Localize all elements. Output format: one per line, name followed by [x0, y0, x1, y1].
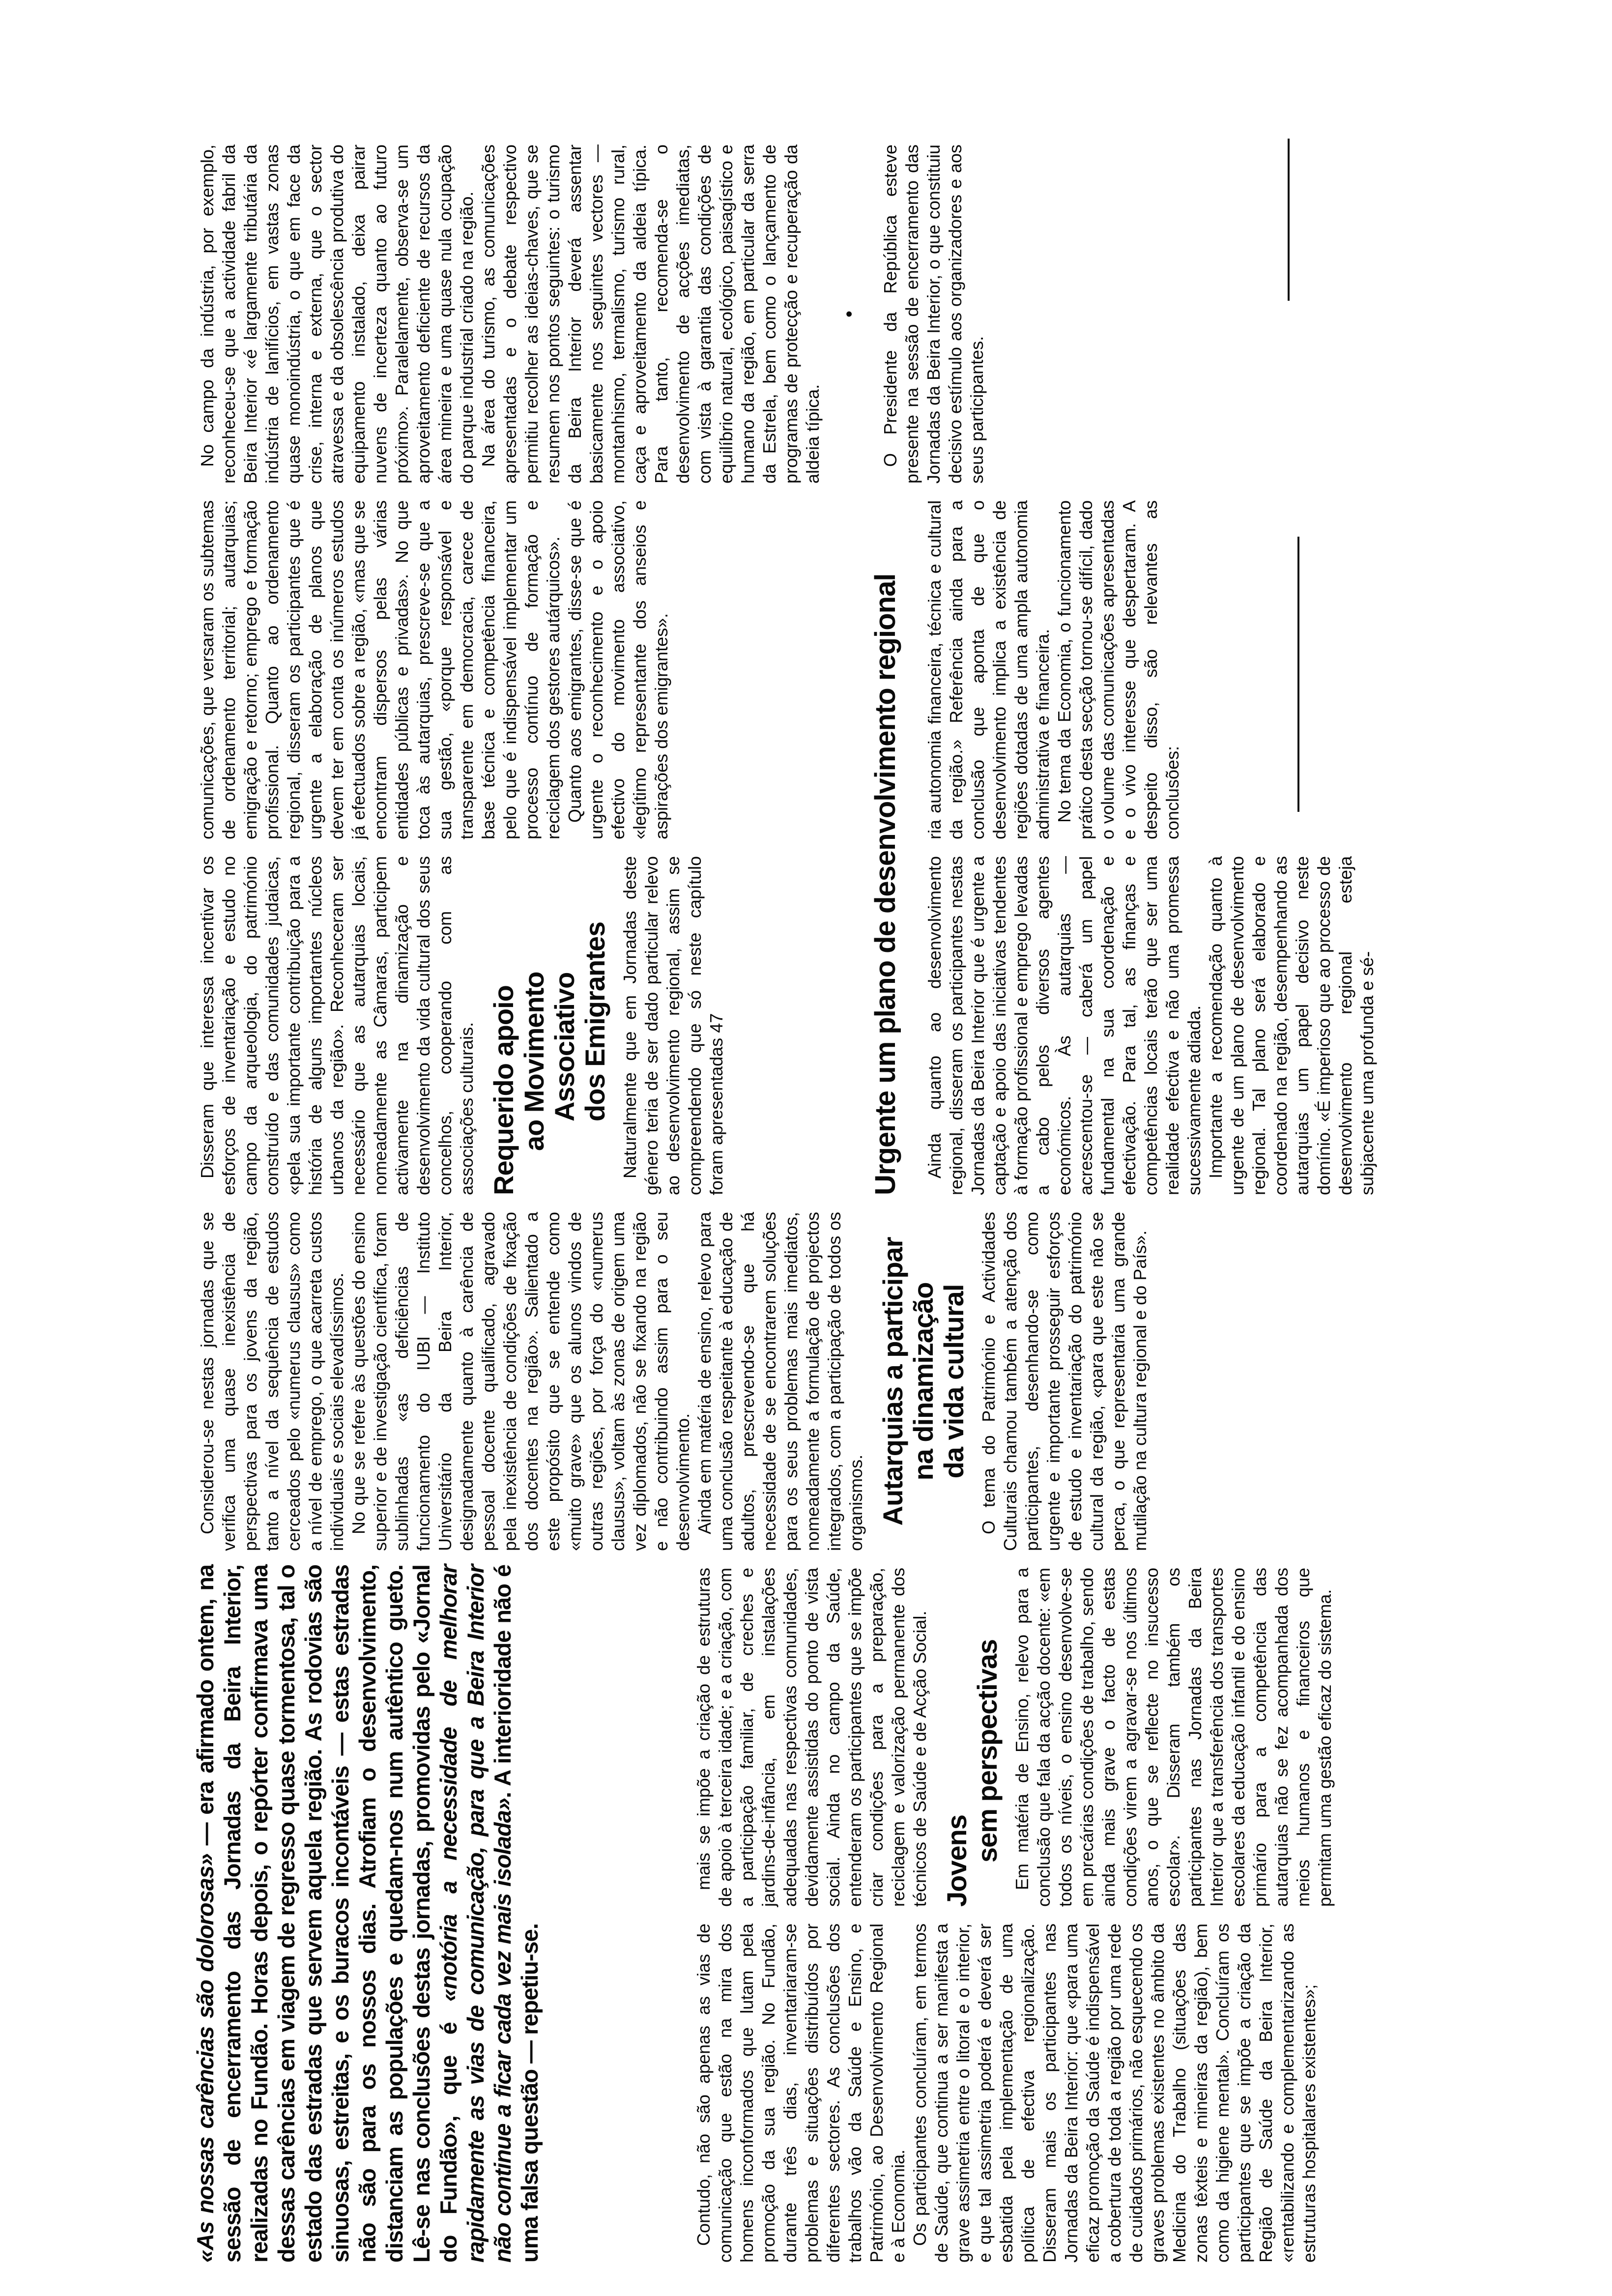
- paragraph: mais se impõe a criação de estruturas de apoio à terceira idade; e a criação, com a participação familiar, de creches e jardins-de-infância, em instalações adequadas nas respectivas comunidades, devidamente assistidas do ponto de vista social. Ainda no campo da Saúde, entenderam os participantes que se impõe criar condições para a preparação, reciclagem e valorização permanente dos técnicos de Saúde e de Acção Social.: [693, 1568, 930, 1907]
- paragraph: ria autonomia financeira, técnica e cultural da região.» Referência ainda para a conclusão que aponta de que o desenvolvimento implica a existência de regiões dotadas de uma ampla autonomia administrativa e financeira.: [924, 500, 1053, 839]
- column-f: [197, 144, 988, 484]
- subheading-line: da vida cultural: [938, 1284, 969, 1479]
- paragraph: Considerou-se nestas jornadas que se verifica uma quase inexistência de perspectivas para os jovens da região, tanto a nível da sequência de estudos cerceados pelo «numerus clausus» como a nível de emprego, o que acarreta custos individuais e sociais elevadíssimos.: [197, 1212, 347, 1551]
- separator-bullet: •: [838, 311, 860, 318]
- paragraph: Na área do turismo, as comunicações apresentadas e o debate respectivo permitiu recolher as ideias-chaves, que se resumem nos pontos seguintes: o turismo da Beira Interior deverá assentar basicamente nos seguintes vectores — montanhismo, termalismo, turismo rural, caça e aproveitamento da aldeia típica. Para tanto, recomenda-se o desenvolvimento de acções imediatas, com vista à garantia das condições de equilíbrio natural, ecológico, paisagístico e humano da região, em particular da serra da Estrela, bem como o lançamento de programas de protecção e recuperação da aldeia típica.: [478, 144, 823, 484]
- column-end-rule: [1297, 537, 1299, 812]
- paragraph: No que se refere às questões do ensino superior e de investigação científica, foram sublinhadas «as deficiências de funcionamento do IUBI — Instituto Universitário da Beira Interior, designadamente quanto à carência de pessoal docente qualificado, agravado pela inexistência de condições de fixação dos docentes na região». Salientado a este propósito que se entende como «muito grave» que os alunos vindos de outras regiões, por força do «numerus clausus», voltam às zonas de origem uma vez diplomados, não se fixando na região e não contribuindo assim para o seu desenvolvimento.: [348, 1212, 693, 1551]
- paragraph: comunicações, que versaram os subtemas de ordenamento territorial; autarquias; emigração e retorno; emprego e formação profissional. Quanto ao ordenamento regional, disseram os participantes que é urgente a elaboração de planos que devem ter em conta os inúmeros estudos já efectuados sobre a região, «mas que se encontram dispersos pelas várias entidades públicas e privadas». No que toca às autarquias, prescreve-se que a sua gestão, «porque responsável e transparente em democracia, carece de base técnica e competência financeira, pelo que é indispensável implementar um processo contínuo de formação e reciclagem dos gestores autárquicos».: [197, 500, 563, 839]
- paragraph: Ainda quanto ao desenvolvimento regional, disseram os participantes nestas Jornadas da Beira Interior que é urgente a captação e apoio das iniciativas tendentes à formação profissional e emprego levadas a cabo pelos diversos agentes económicos. Às autarquias — acrescentou-se — caberá um papel fundamental na sua coordenação e efectivação. Para tal, as finanças e competências locais terão que ser uma realidade efectiva e não uma promessa sucessivamente adiada.: [924, 856, 1204, 1195]
- paragraph: Quanto aos emigrantes, disse-se que é urgente o reconhecimento e o apoio efectivo do movimento associativo, «legítimo representante dos anseios e aspirações dos emigrantes».: [565, 500, 671, 839]
- column-e-bottom: [924, 500, 1183, 839]
- paragraph: Os participantes concluíram, em termos de Saúde, que continua a ser manifesta a grave assimetria entre o litoral e o interior, e que tal assimetria poderá e deverá ser esbatida pela implementação de uma política de efectiva regionalização. Disseram mais os participantes nas Jornadas da Beira Interior: que «para uma eficaz promoção da Saúde é indispensável a cobertura de toda a região por uma rede de cuidados primários, não esquecendo os graves problemas existentes no âmbito da Medicina do Trabalho (situações das zonas têxteis e mineiras da região), bem como da higiene mental». Concluíram os participantes que se impõe a criação da Região de Saúde da Beira Interior, «rentabilizando e complementarizando as estruturas hospitalares existentes»;: [910, 1923, 1319, 2263]
- lead-text-end: . A interioridade não é uma falsa questão — repetiu-se.: [489, 1565, 543, 2263]
- paragraph: Importante a recomendação quanto à urgente de um plano de desenvolvimento regional. Tal plano será elaborado e coordenado na região, desempenhando as autarquias um papel decisivo neste domínio. «É imperioso que ao processo de desenvolvimento regional esteja subjacente uma profunda e sé-: [1206, 856, 1377, 1195]
- paragraph: O tema do Património e Actividades Culturais chamou também a atenção dos participantes, desenhando-se como urgente e importante prosseguir esforços de estudo e inventariação do património cultural da região, «para que este não se perca, o que representaria uma grande mutilação na cultura regional e do País».: [979, 1212, 1150, 1551]
- subheading-jovens: [942, 1568, 1003, 1907]
- paragraph: Em matéria de Ensino, relevo para a conclusão que fala da acção docente: «em todos os níveis, o ensino desenvolve-se em precárias condições de trabalho, sendo ainda mais grave o facto de estas condições virem a agravar-se nos últimos anos, o que se reflecte no insucesso escolar». Disseram também os participantes nas Jornadas da Beira Interior que a transferência dos transportes escolares da educação infantil e do ensino primário para a competência das autarquias não se fez acompanhada dos meios humanos e financeiros que permitam uma gestão eficaz do sistema.: [1012, 1568, 1335, 1907]
- column-d-bottom: [924, 856, 1378, 1195]
- subheading-line: Jovens: [941, 1815, 972, 1907]
- column-b: [693, 1568, 1336, 1907]
- subheading-line: Associativo: [549, 972, 580, 1121]
- lead-quote-emphasis: «notória a necessidade de melhorar rapidamente as vias de comunicação, para que a Beira Interior não continue a ficar cada vez mais isolada»: [435, 1565, 516, 2263]
- paragraph: Ainda em matéria de ensino, relevo para uma conclusão respeitante à educação de adultos, prescrevendo-se que há necessidade de se encontrarem soluções para os seus problemas mais imediatos, nomeadamente a formulação de projectos integrados, com a participação de todos os organismos.: [694, 1212, 866, 1551]
- paragraph: Disseram que interessa incentivar os esforços de inventariação e estudo no campo da arqueologia, do património construído e das comunidades judaicas, «pela sua importante contribuição para a história de alguns importantes núcleos urbanos da região». Reconheceram ser necessário que as autarquias locais, nomeadamente as Câmaras, participem activamente na dinamização e desenvolvimento da vida cultural dos seus concelhos, cooperando com as associações culturais.: [197, 856, 477, 1195]
- subheading-autarquias: [878, 1212, 969, 1551]
- column-end-rule: [1288, 139, 1290, 301]
- paragraph: No campo da indústria, por exemplo, reconheceu-se que a actividade fabril da Beira Interior «é largamente tributária da indústria de lanifícios, em vastas zonas quase monoindústria, o que em face da crise, interna e externa, que o sector atravessa e da obsolescência produtiva do equipamento instalado, deixa pairar nuvens de incerteza quanto ao futuro próximo». Paralelamente, observa-se um aproveitamento deficiente de recursos da área mineira e uma quase nula ocupação do parque industrial criado na região.: [197, 144, 477, 484]
- subheading-line: Requerido apoio: [488, 985, 519, 1195]
- lead-text: — era afirmado ontem, na sessão de encerramento das Jornadas da Beira Interior, realizadas no Fundão. Horas depois, o repórter confirmava uma dessas carências em viagem de regresso quase tormentosa, tal o estado das estradas que servem aquela região. As rodovias são sinuosas, estreitas, e os buracos incontáveis — estas estradas não são para os nossos dias. Atrofiam o desenvolvimento, distanciam as populações e quedam-nos num autêntico gueto. Lê-se nas conclusões destas jornadas, promovidas pelo «Jornal do Fundão», que é: [192, 1565, 461, 2263]
- subheading-line: sem perspectivas: [972, 1639, 1003, 1863]
- paragraph: O Presidente da República esteve presente na sessão de encerramento das Jornadas da Beira Interior, o que constituiu decisivo estímulo aos organizadores e aos seus participantes.: [880, 144, 987, 484]
- column-d-top: [197, 856, 727, 1195]
- heading-plano-desenvolvimento: Urgente um plano de desenvolvimento regional: [869, 574, 901, 1195]
- subheading-line: na dinamização: [908, 1282, 939, 1481]
- column-c: [197, 1212, 1151, 1551]
- paragraph: Naturalmente que em Jornadas deste género teria de ser dado particular relevo ao desenvolvimento regional, assim se compreendendo que só neste capítulo foram apresentadas 47: [620, 856, 726, 1195]
- column-e-top: [197, 500, 672, 839]
- lead-quote: «As nossas carências são dolorosas»: [192, 1853, 218, 2263]
- article-lead: [192, 1565, 543, 2263]
- subheading-line: Autarquias a participar: [877, 1237, 908, 1526]
- paragraph: No tema da Economia, o funcionamento prático desta secção tornou-se difícil, dado o volume das comunicações apresentadas e o vivo interesse que despertaram. A despeito disso, são relevantes as conclusões:: [1054, 500, 1182, 839]
- paragraph: Contudo, não são apenas as vias de comunicação que estão na mira dos homens inconformados que lutam pela promoção da sua região. No Fundão, durante três dias, inventariaram-se problemas e situações distribuídos por diferentes sectores. As conclusões dos trabalhos vão da Saúde e Ensino, e Património, ao Desenvolvimento Regional e à Economia.: [693, 1923, 908, 2263]
- column-a: [693, 1923, 1320, 2263]
- subheading-emigrantes: [489, 856, 610, 1195]
- subheading-line: ao Movimento: [518, 972, 549, 1151]
- subheading-line: dos Emigrantes: [579, 921, 610, 1121]
